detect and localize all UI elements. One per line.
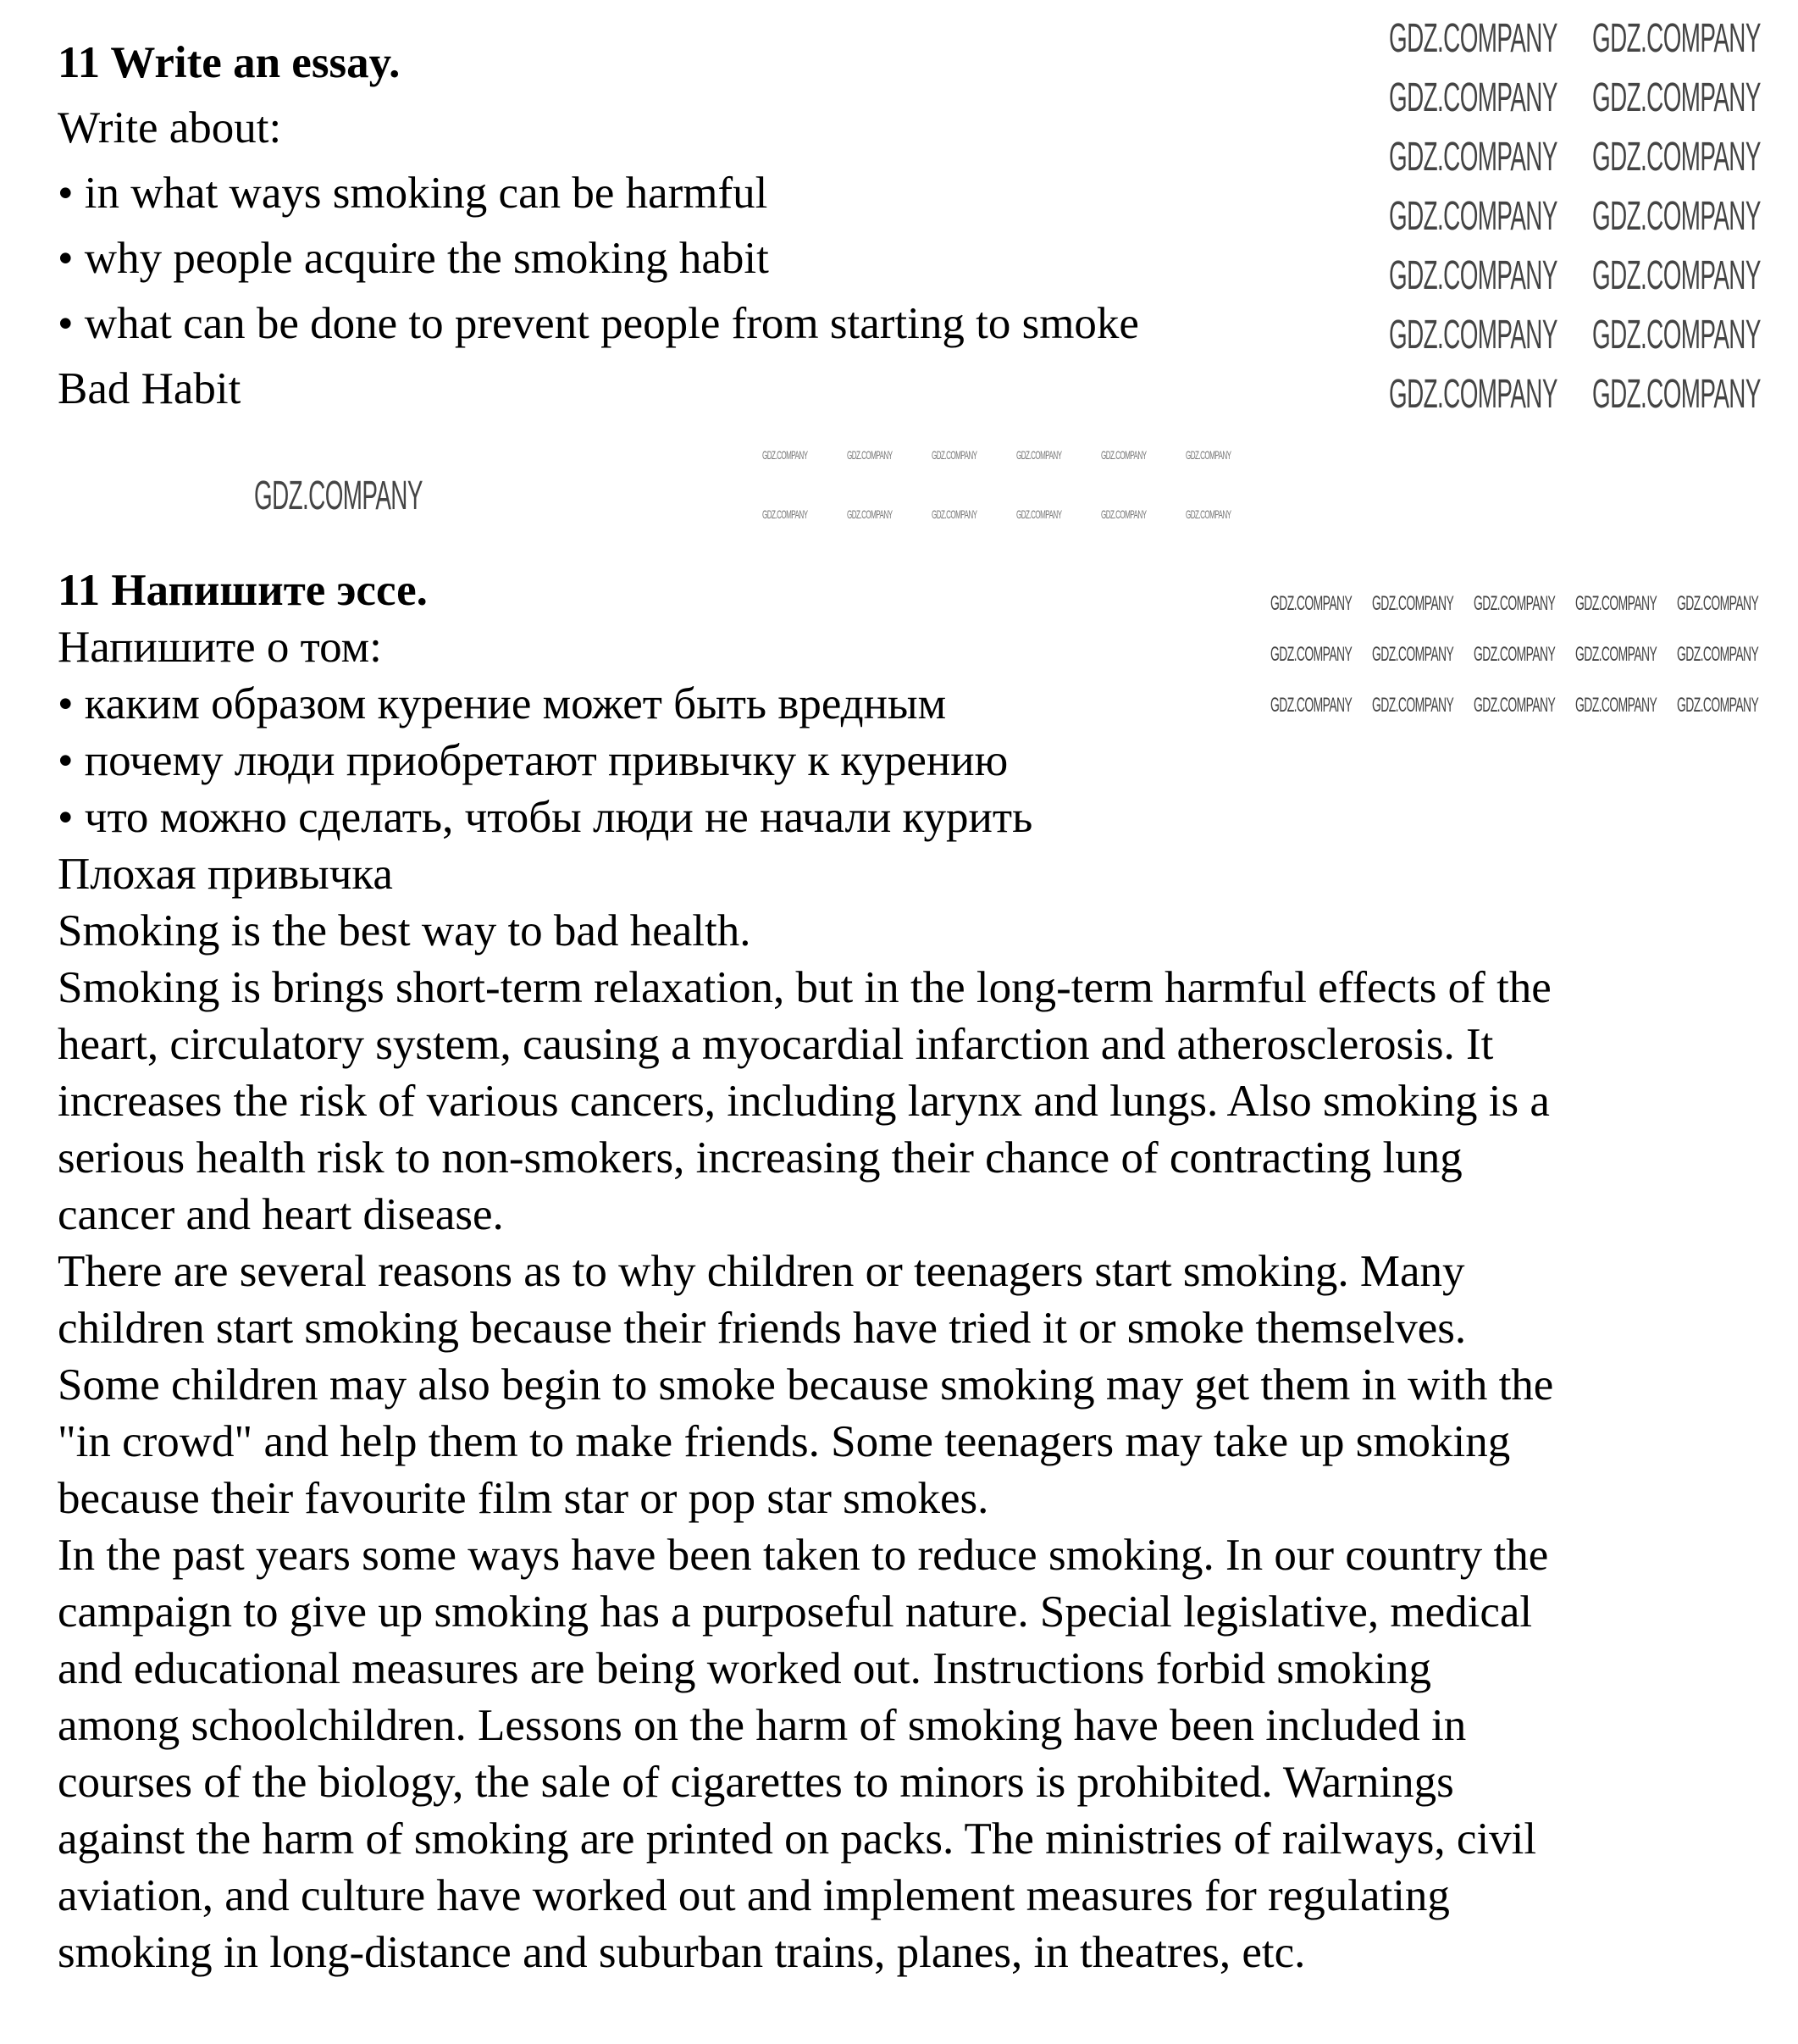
watermark: GDZ.COMPANY xyxy=(1101,448,1147,462)
essay-line: aviation, and culture have worked out and implement measures for regulating xyxy=(58,1871,1450,1920)
essay-line: In the past years some ways have been taken to reduce smoking. In our country the xyxy=(58,1531,1549,1580)
russian-task xyxy=(58,562,1556,1981)
essay-body xyxy=(58,903,1553,1981)
essay-line: Smoking is the best way to bad health. xyxy=(58,906,751,956)
task-title: 11 Напишите эссе. xyxy=(58,566,428,615)
watermark: GDZ.COMPANY xyxy=(1101,507,1147,521)
watermark: GDZ.COMPANY xyxy=(1575,592,1657,615)
watermark: GDZ.COMPANY xyxy=(1474,592,1556,615)
essay-line: among schoolchildren. Lessons on the harm of smoking have been included in xyxy=(58,1701,1467,1750)
task-bullet: • why people acquire the smoking habit xyxy=(58,234,769,283)
watermark: GDZ.COMPANY xyxy=(847,507,893,521)
watermark: GDZ.COMPANY xyxy=(1016,507,1062,521)
essay-line: Some children may also begin to smoke because smoking may get them in with the xyxy=(58,1360,1554,1410)
essay-line: smoking in long-distance and suburban trains, planes, in theatres, etc. xyxy=(58,1928,1306,1977)
watermark: GDZ.COMPANY xyxy=(1186,448,1231,462)
watermark: GDZ.COMPANY xyxy=(1389,313,1557,357)
watermark: GDZ.COMPANY xyxy=(1270,643,1353,666)
task-bullet: • in what ways smoking can be harmful xyxy=(58,169,768,218)
watermark: GDZ.COMPANY xyxy=(1389,16,1557,61)
watermark: GDZ.COMPANY xyxy=(1389,253,1557,298)
task-bullet: • почему люди приобретают привычку к курению xyxy=(58,736,1009,785)
essay-line: campaign to give up smoking has a purposeful nature. Special legislative, medical xyxy=(58,1587,1533,1637)
watermark: GDZ.COMPANY xyxy=(1186,507,1231,521)
essay-line: because their favourite film star or pop star smokes. xyxy=(58,1474,989,1523)
essay-title: Bad Habit xyxy=(58,364,241,413)
watermark: GDZ.COMPANY xyxy=(762,507,808,521)
watermark: GDZ.COMPANY xyxy=(1592,313,1761,357)
watermark: GDZ.COMPANY xyxy=(1592,372,1761,417)
watermark: GDZ.COMPANY xyxy=(1474,694,1556,717)
watermark: GDZ.COMPANY xyxy=(847,448,893,462)
task-bullet: • каким образом курение может быть вредным xyxy=(58,679,947,728)
task-bullet: • что можно сделать, чтобы люди не начали курить xyxy=(58,793,1033,842)
task-intro: Write about: xyxy=(58,103,282,152)
watermark: GDZ.COMPANY xyxy=(762,448,808,462)
watermark: GDZ.COMPANY xyxy=(1016,448,1062,462)
watermark: GDZ.COMPANY xyxy=(1372,592,1454,615)
english-task xyxy=(58,30,1139,422)
essay-line: serious health risk to non-smokers, increasing their chance of contracting lung xyxy=(58,1133,1463,1183)
task-title: 11 Write an essay. xyxy=(58,38,401,87)
watermark: GDZ.COMPANY xyxy=(1372,694,1454,717)
watermark: GDZ.COMPANY xyxy=(1592,135,1761,180)
essay-line: heart, circulatory system, causing a myocardial infarction and atherosclerosis. It xyxy=(58,1020,1494,1069)
essay-line: cancer and heart disease. xyxy=(58,1190,504,1239)
watermark: GDZ.COMPANY xyxy=(1592,75,1761,120)
watermark: GDZ.COMPANY xyxy=(1592,16,1761,61)
essay-title: Плохая привычка xyxy=(58,850,393,899)
essay-line: against the harm of smoking are printed on packs. The ministries of railways, civil xyxy=(58,1814,1537,1864)
watermark: GDZ.COMPANY xyxy=(1270,694,1353,717)
watermark: GDZ.COMPANY xyxy=(932,507,977,521)
essay-line: "in crowd" and help them to make friends. Some teenagers may take up smoking xyxy=(58,1417,1511,1466)
essay-line: There are several reasons as to why children or teenagers start smoking. Many xyxy=(58,1247,1465,1296)
essay-line: children start smoking because their friends have tried it or smoke themselves. xyxy=(58,1304,1467,1353)
task-intro: Напишите о том: xyxy=(58,623,382,672)
essay-line: and educational measures are being worked out. Instructions forbid smoking xyxy=(58,1644,1431,1693)
watermark: GDZ.COMPANY xyxy=(1389,372,1557,417)
watermark: GDZ.COMPANY xyxy=(1677,694,1759,717)
watermark: GDZ.COMPANY xyxy=(1575,694,1657,717)
essay-line: increases the risk of various cancers, including larynx and lungs. Also smoking is a xyxy=(58,1077,1550,1126)
watermark: GDZ.COMPANY xyxy=(1372,643,1454,666)
watermark: GDZ.COMPANY xyxy=(1474,643,1556,666)
watermark: GDZ.COMPANY xyxy=(1592,194,1761,239)
watermark: GDZ.COMPANY xyxy=(1677,643,1759,666)
watermark: GDZ.COMPANY xyxy=(1677,592,1759,615)
watermark: GDZ.COMPANY xyxy=(1389,75,1557,120)
watermark: GDZ.COMPANY xyxy=(1575,643,1657,666)
watermark: GDZ.COMPANY xyxy=(1592,253,1761,298)
task-bullet: • what can be done to prevent people from starting to smoke xyxy=(58,299,1139,348)
watermark: GDZ.COMPANY xyxy=(932,448,977,462)
watermark: GDZ.COMPANY xyxy=(1389,194,1557,239)
watermark: GDZ.COMPANY xyxy=(254,474,423,518)
essay-line: Smoking is brings short-term relaxation, but in the long-term harmful effects of the xyxy=(58,963,1552,1012)
watermark: GDZ.COMPANY xyxy=(1270,592,1353,615)
essay-line: courses of the biology, the sale of cigarettes to minors is prohibited. Warnings xyxy=(58,1758,1454,1807)
watermark: GDZ.COMPANY xyxy=(1389,135,1557,180)
